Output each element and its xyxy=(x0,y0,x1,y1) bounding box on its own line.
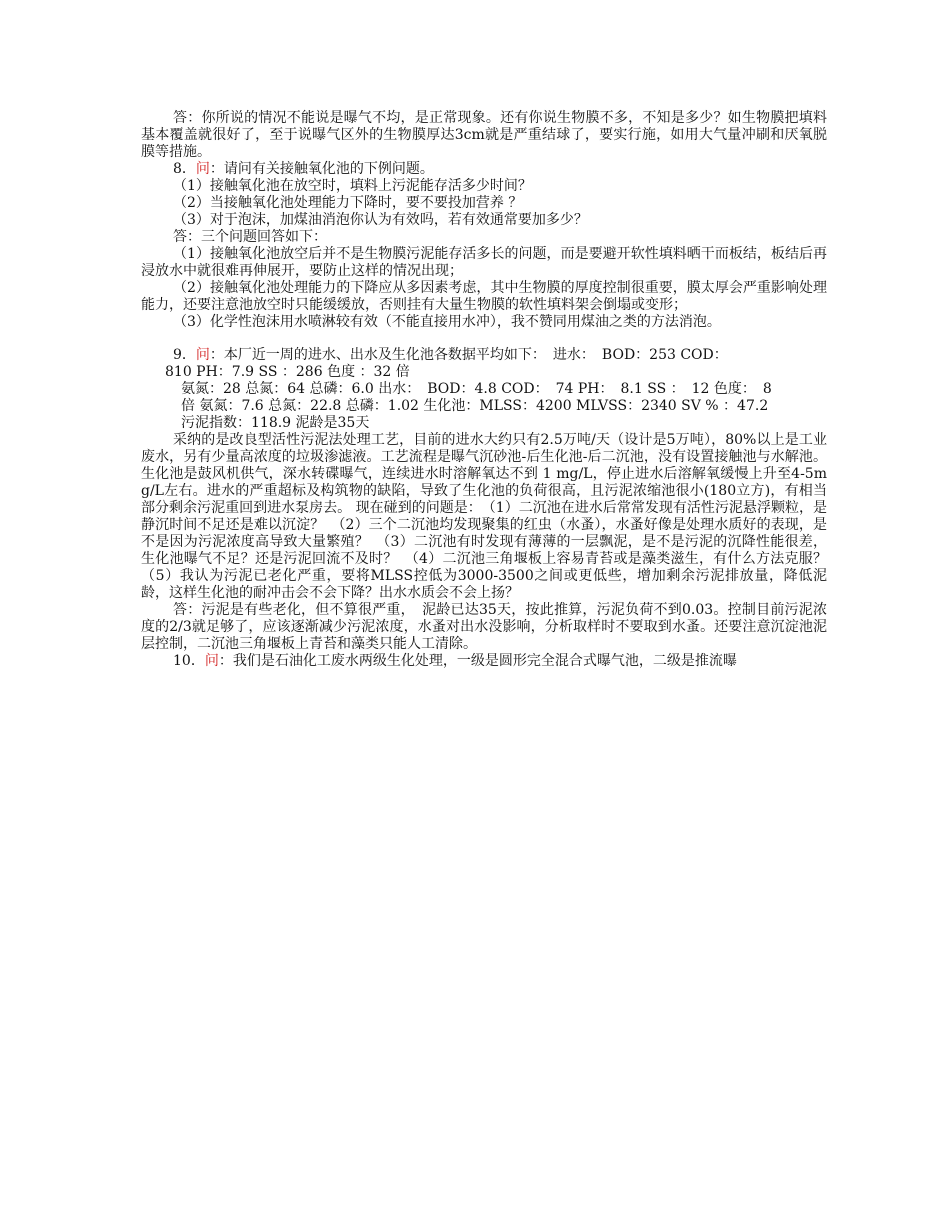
question-10 xyxy=(141,653,827,670)
question-8-tag: 问 xyxy=(195,161,210,177)
question-8-number: 8． xyxy=(173,161,196,177)
answer-9: 答：污泥是有些老化，但不算很严重， 泥龄已达35天，按此推算，污泥负荷不到0.03。控制目前污泥浓度的2/3就足够了，应该逐渐减少污泥浓度，水蚤对出水没影响，分析取样时不要取到水蚤。还要注意沉淀池泥层控制，二沉池三角堰板上青苔和藻类只能人工清除。 xyxy=(141,602,827,652)
question-9-data-line-2: 氨氮：28 总氮：64 总磷：6.0 出水： BOD：4.8 COD： 74 PH： 8.1 SS ： 12 色度： 8 xyxy=(181,381,772,397)
document-page xyxy=(141,110,841,670)
question-9-body: 采纳的是改良型活性污泥法处理工艺，目前的进水大约只有2.5万吨/天（设计是5万吨），80%以上是工业废水，另有少量高浓度的垃圾渗滤液。工艺流程是曝气沉砂池-后生化池-后二沉池，没有设置接触池与水解池。生化池是鼓风机供气，深水转碟曝气，连续进水时溶解氧达不到 1 mg/L，停止进水后溶解氧缓慢上升至4-5mg/L左右。进水的严重超标及构筑物的缺陷，导致了生化池的负荷很高，且污泥浓缩池很小(180立方)，有相当部分剩余污泥重回到进水泵房去。 现在碰到的问题是： （1）二沉池在进水后常常发现有活性污泥悬浮颗粒，是静沉时间不足还是难以沉淀？ （2）三个二沉池均发现聚集的红虫（水蚤），水蚤好像是处理水质好的表现，是不是因为污泥浓度高导致大量繁殖？ （3）二沉池有时发现有薄薄的一层飘泥，是不是污泥的沉降性能很差，生化池曝气不足？还是污泥回流不及时？ （4）二沉池三角堰板上容易青苔或是藻类滋生，有什么方法克服？ （5）我认为污泥已老化严重，要将MLSS控低为3000-3500之间或更低些，增加剩余污泥排放量，降低泥龄，这样生化池的耐冲击会不会下降？出水水质会不会上扬？ xyxy=(141,432,841,601)
question-9-tag: 问 xyxy=(195,347,210,363)
question-9-data-line-4: 污泥指数：118.9 泥龄是35天 xyxy=(181,415,370,431)
answer-8-item-3: （3）化学性泡沫用水喷淋较有效（不能直接用水冲），我不赞同用煤油之类的方法消泡。 xyxy=(173,314,721,330)
answer-8-item-2: （2）接触氧化池处理能力的下降应从多因素考虑，其中生物膜的厚度控制很重要，膜太厚会严重影响处理能力，还要注意池放空时只能缓缓放，否则挂有大量生物膜的软性填料架会倒塌或变形； xyxy=(141,280,827,313)
question-9-data-line-1: 810 PH：7.9 SS ：286 色度 ：32 倍 xyxy=(165,364,410,380)
answer-paragraph-7: 答：你所说的情况不能说是曝气不均，是正常现象。还有你说生物膜不多，不知是多少？如生物膜把填料基本覆盖就很好了，至于说曝气区外的生物膜厚达3cm就是严重结球了，要实行施，如用大气量冲刷和厌氧脱膜等措施。 xyxy=(141,110,827,160)
question-10-text: ：我们是石油化工废水两级生化处理，一级是圆形完全混合式曝气池，二级是推流曝 xyxy=(218,653,737,669)
question-8-item-3: （3）对于泡沫，加煤油消泡你认为有效吗，若有效通常要加多少？ xyxy=(173,212,588,228)
question-9-text: ：本厂近一周的进水、出水及生化池各数据平均如下： 进水： BOD：253 COD： xyxy=(209,347,728,363)
question-10-tag: 问 xyxy=(204,653,219,669)
question-9-data-line-3: 倍 氨氮：7.6 总氮：22.8 总磷：1.02 生化池：MLSS：4200 MLVSS：2340 SV % ：47.2 xyxy=(181,398,769,414)
question-8 xyxy=(141,161,827,178)
question-10-number: 10． xyxy=(173,653,205,669)
question-8-text: ：请问有关接触氧化池的下例问题。 xyxy=(209,161,434,177)
question-9 xyxy=(141,347,827,364)
answer-8-intro: 答：三个问题回答如下： xyxy=(173,229,327,245)
question-8-item-2: （2）当接触氧化池处理能力下降时，要不要投加营养 ？ xyxy=(173,195,523,211)
question-9-number: 9． xyxy=(173,347,196,363)
answer-8-item-1: （1）接触氧化池放空后并不是生物膜污泥能存活多长的问题，而是要避开软性填料晒干而板结，板结后再浸放水中就很难再伸展开，要防止这样的情况出现； xyxy=(141,246,827,279)
question-8-item-1: （1）接触氧化池在放空时，填料上污泥能存活多少时间？ xyxy=(173,178,532,194)
